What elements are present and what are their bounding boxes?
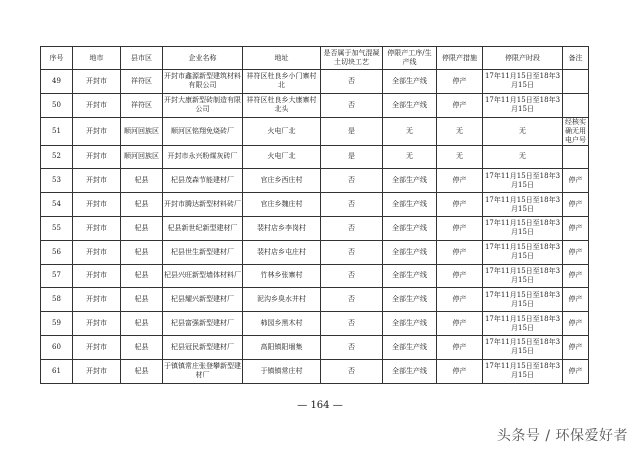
cell-period: 17年11月15日至18年3月15日 — [483, 216, 563, 240]
cell-measure: 停产 — [437, 312, 483, 336]
cell-county: 顺河回族区 — [121, 145, 163, 169]
header-row — [41, 47, 589, 70]
table-row — [41, 288, 589, 312]
cell-company: 开封市永兴粉煤灰砖厂 — [163, 145, 243, 169]
cell-company: 杞县茂森节能建材厂 — [163, 169, 243, 193]
cell-line: 全部生产线 — [383, 359, 437, 383]
cell-address: 泥沟乡臭水井村 — [243, 288, 321, 312]
cell-city: 开封市 — [73, 93, 121, 117]
header-cell-address: 地址 — [243, 47, 321, 70]
cell-city: 开封市 — [73, 193, 121, 217]
cell-note: 停产 — [563, 335, 589, 359]
cell-no: 55 — [41, 216, 73, 240]
cell-county: 顺河回族区 — [121, 117, 163, 145]
cell-aerated: 否 — [321, 93, 383, 117]
cell-note: 停产 — [563, 240, 589, 264]
cell-city: 开封市 — [73, 216, 121, 240]
cell-company: 开封市鑫源新型建筑材料有限公司 — [163, 70, 243, 94]
cell-measure: 停产 — [437, 169, 483, 193]
cell-no: 52 — [41, 145, 73, 169]
header-cell-no: 序号 — [41, 47, 73, 70]
table-row — [41, 216, 589, 240]
cell-aerated: 否 — [321, 216, 383, 240]
cell-city: 开封市 — [73, 70, 121, 94]
cell-note: 停产 — [563, 288, 589, 312]
cell-no: 57 — [41, 264, 73, 288]
cell-company: 于镇镇常庄张登攀新型建材厂 — [163, 359, 243, 383]
cell-city: 开封市 — [73, 335, 121, 359]
table-row — [41, 335, 589, 359]
cell-no: 56 — [41, 240, 73, 264]
cell-measure: 停产 — [437, 264, 483, 288]
cell-aerated: 否 — [321, 288, 383, 312]
cell-no: 49 — [41, 70, 73, 94]
cell-line: 全部生产线 — [383, 193, 437, 217]
cell-measure: 无 — [437, 145, 483, 169]
cell-period: 无 — [483, 145, 563, 169]
cell-city: 开封市 — [73, 117, 121, 145]
cell-aerated: 否 — [321, 169, 383, 193]
watermark: 头条号 / 环保爱好者 — [496, 428, 628, 444]
cell-city: 开封市 — [73, 264, 121, 288]
cell-period: 17年11月15日至18年3月15日 — [483, 240, 563, 264]
cell-measure: 停产 — [437, 240, 483, 264]
table-body — [41, 70, 589, 384]
cell-line: 无 — [383, 117, 437, 145]
cell-line: 全部生产线 — [383, 312, 437, 336]
cell-note: 停产 — [563, 359, 589, 383]
cell-company: 杞县兴旺新型墙体材料厂 — [163, 264, 243, 288]
cell-aerated: 否 — [321, 70, 383, 94]
cell-measure: 无 — [437, 117, 483, 145]
cell-period: 17年11月15日至18年3月15日 — [483, 70, 563, 94]
table-row — [41, 117, 589, 145]
cell-address: 火电厂北 — [243, 145, 321, 169]
table-row — [41, 169, 589, 193]
table-row — [41, 359, 589, 383]
table-row — [41, 70, 589, 94]
cell-line: 全部生产线 — [383, 264, 437, 288]
cell-measure: 停产 — [437, 93, 483, 117]
cell-line: 全部生产线 — [383, 93, 437, 117]
header-cell-county: 县市区 — [121, 47, 163, 70]
cell-city: 开封市 — [73, 288, 121, 312]
cell-note: 停产 — [563, 216, 589, 240]
cell-aerated: 否 — [321, 312, 383, 336]
cell-aerated: 是 — [321, 145, 383, 169]
cell-measure: 停产 — [437, 359, 483, 383]
cell-note — [563, 70, 589, 94]
cell-county: 祥符区 — [121, 93, 163, 117]
cell-company: 开封市腾达新型材料砖厂 — [163, 193, 243, 217]
cell-address: 祥符区杜良乡大康寨村北头 — [243, 93, 321, 117]
cell-line: 无 — [383, 145, 437, 169]
cell-address: 火电厂北 — [243, 117, 321, 145]
cell-no: 53 — [41, 169, 73, 193]
cell-period: 17年11月15日至18年3月15日 — [483, 359, 563, 383]
cell-aerated: 否 — [321, 193, 383, 217]
cell-address: 官庄乡西庄村 — [243, 169, 321, 193]
cell-no: 51 — [41, 117, 73, 145]
cell-company: 顺河区铭翔免烧砖厂 — [163, 117, 243, 145]
cell-no: 50 — [41, 93, 73, 117]
cell-no: 58 — [41, 288, 73, 312]
cell-county: 杞县 — [121, 288, 163, 312]
header-cell-note: 备注 — [563, 47, 589, 70]
cell-address: 于镇镇常庄村 — [243, 359, 321, 383]
cell-county: 杞县 — [121, 312, 163, 336]
page-number: — 164 — — [297, 400, 343, 411]
cell-address: 祥符区杜良乡小门寨村北 — [243, 70, 321, 94]
cell-county: 杞县 — [121, 264, 163, 288]
cell-period: 17年11月15日至18年3月15日 — [483, 264, 563, 288]
table-row — [41, 264, 589, 288]
cell-period: 17年11月15日至18年3月15日 — [483, 288, 563, 312]
table-row — [41, 145, 589, 169]
cell-county: 杞县 — [121, 240, 163, 264]
cell-county: 杞县 — [121, 216, 163, 240]
cell-address: 官庄乡魏庄村 — [243, 193, 321, 217]
cell-company: 杞县富强新型建材厂 — [163, 312, 243, 336]
cell-note: 停产 — [563, 169, 589, 193]
cell-period: 17年11月15日至18年3月15日 — [483, 193, 563, 217]
production-limit-table — [40, 46, 589, 384]
cell-note — [563, 145, 589, 169]
table-row — [41, 193, 589, 217]
cell-company: 杞县耀兴新型建材厂 — [163, 288, 243, 312]
cell-city: 开封市 — [73, 240, 121, 264]
cell-address: 裴村店乡屯庄村 — [243, 240, 321, 264]
table-row — [41, 240, 589, 264]
cell-measure: 停产 — [437, 288, 483, 312]
cell-period: 17年11月15日至18年3月15日 — [483, 93, 563, 117]
cell-address: 高阳镇阳堌集 — [243, 335, 321, 359]
cell-county: 杞县 — [121, 359, 163, 383]
cell-county: 杞县 — [121, 169, 163, 193]
cell-city: 开封市 — [73, 145, 121, 169]
cell-no: 54 — [41, 193, 73, 217]
cell-period: 17年11月15日至18年3月15日 — [483, 335, 563, 359]
cell-period: 17年11月15日至18年3月15日 — [483, 169, 563, 193]
cell-company: 开封大康新型砖制造有限公司 — [163, 93, 243, 117]
cell-company: 杞县新世纪新型建材厂 — [163, 216, 243, 240]
header-cell-aerated: 是否属于加气混凝土切块工艺 — [321, 47, 383, 70]
cell-measure: 停产 — [437, 70, 483, 94]
cell-line: 全部生产线 — [383, 216, 437, 240]
cell-no: 60 — [41, 335, 73, 359]
cell-address: 裴村店乡李岗村 — [243, 216, 321, 240]
cell-note: 停产 — [563, 193, 589, 217]
cell-period: 无 — [483, 117, 563, 145]
cell-note: 经核实确无用电户号 — [563, 117, 589, 145]
header-cell-line: 停限产工序/生产线 — [383, 47, 437, 70]
cell-note: 停产 — [563, 312, 589, 336]
table-row — [41, 93, 589, 117]
cell-aerated: 否 — [321, 335, 383, 359]
cell-period: 17年11月15日至18年3月15日 — [483, 312, 563, 336]
cell-line: 全部生产线 — [383, 70, 437, 94]
cell-line: 全部生产线 — [383, 169, 437, 193]
table-row — [41, 312, 589, 336]
cell-address: 柿园乡黑木村 — [243, 312, 321, 336]
cell-county: 祥符区 — [121, 70, 163, 94]
header-cell-company: 企业名称 — [163, 47, 243, 70]
cell-line: 全部生产线 — [383, 288, 437, 312]
cell-no: 59 — [41, 312, 73, 336]
cell-line: 全部生产线 — [383, 335, 437, 359]
cell-line: 全部生产线 — [383, 240, 437, 264]
cell-note — [563, 93, 589, 117]
cell-address: 竹林乡张寨村 — [243, 264, 321, 288]
cell-city: 开封市 — [73, 359, 121, 383]
cell-company: 杞县世生新型建材厂 — [163, 240, 243, 264]
cell-city: 开封市 — [73, 169, 121, 193]
cell-county: 杞县 — [121, 335, 163, 359]
header-cell-measure: 停限产措施 — [437, 47, 483, 70]
cell-measure: 停产 — [437, 335, 483, 359]
cell-measure: 停产 — [437, 193, 483, 217]
cell-no: 61 — [41, 359, 73, 383]
table-header — [41, 47, 589, 70]
header-cell-city: 地市 — [73, 47, 121, 70]
cell-aerated: 否 — [321, 359, 383, 383]
cell-measure: 停产 — [437, 216, 483, 240]
header-cell-period: 停限产时段 — [483, 47, 563, 70]
cell-aerated: 否 — [321, 240, 383, 264]
cell-note: 停产 — [563, 264, 589, 288]
cell-company: 杞县冠民新型建材厂 — [163, 335, 243, 359]
cell-aerated: 是 — [321, 117, 383, 145]
cell-city: 开封市 — [73, 312, 121, 336]
cell-county: 杞县 — [121, 193, 163, 217]
cell-aerated: 否 — [321, 264, 383, 288]
